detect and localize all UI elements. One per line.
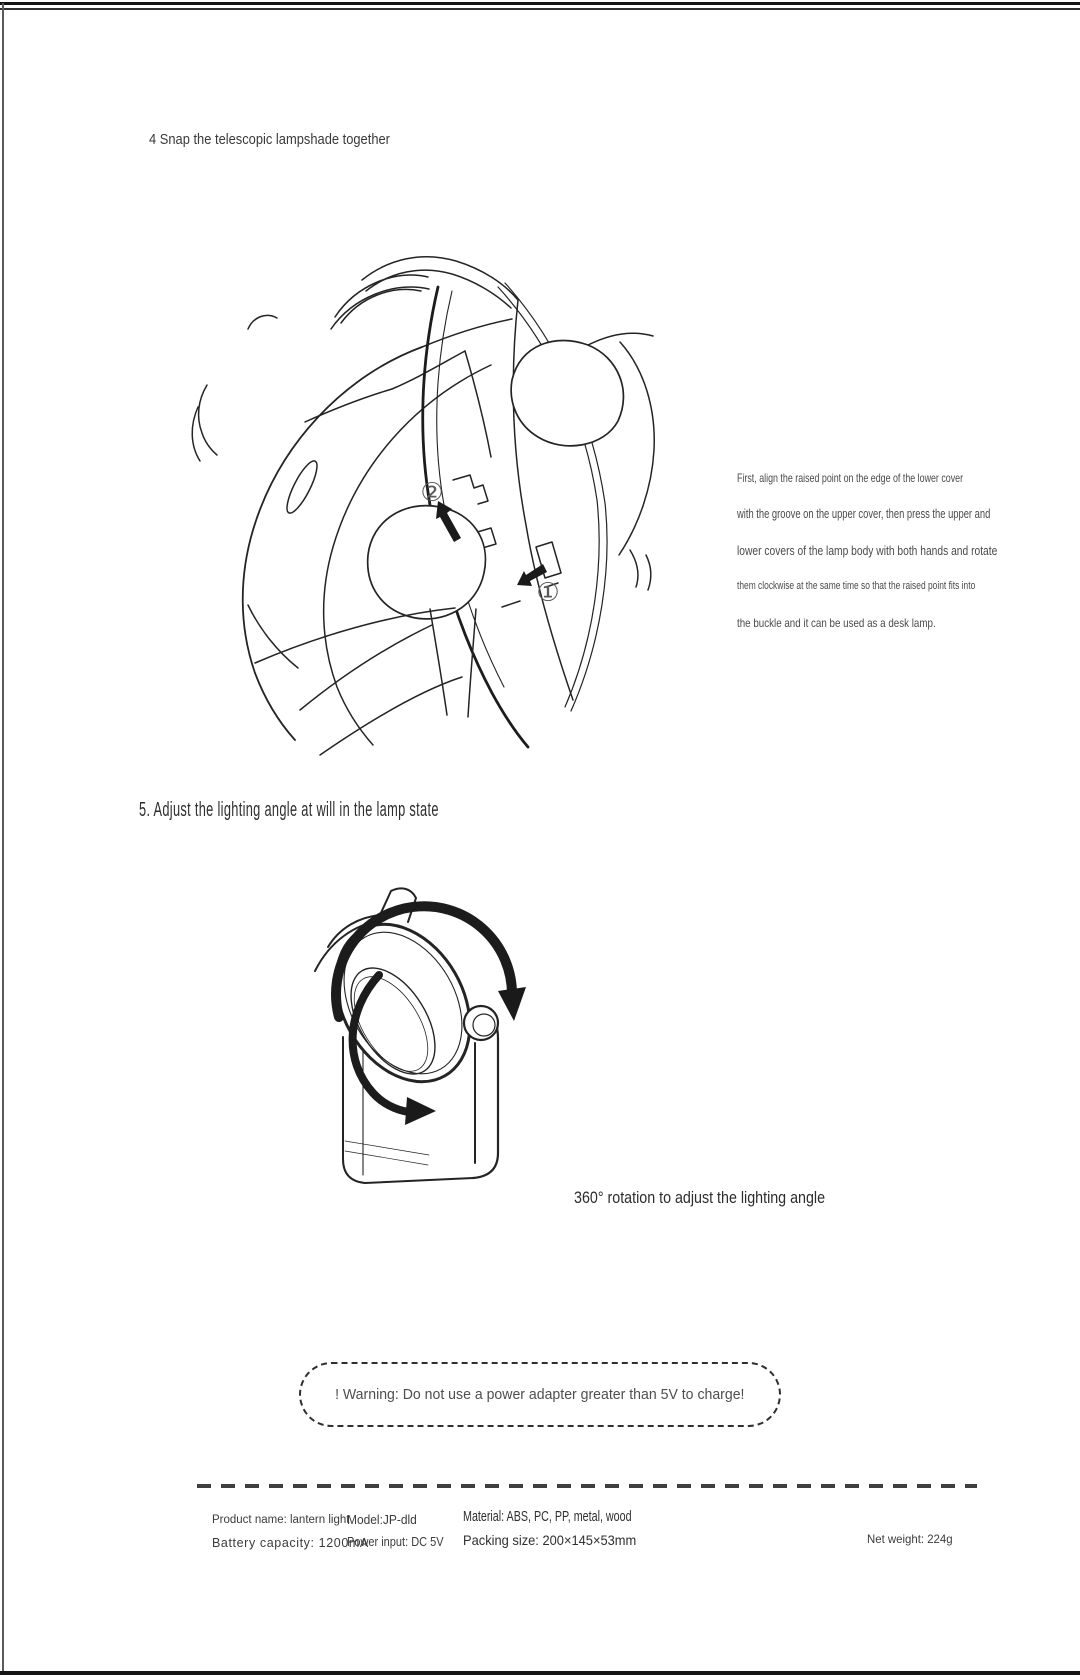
instruction-line: lower covers of the lamp body with both hands and rotate xyxy=(737,543,998,558)
step4-title: 4 Snap the telescopic lampshade together xyxy=(149,131,390,148)
thumb xyxy=(368,506,486,619)
instruction-line: the buckle and it can be used as a desk lamp. xyxy=(737,616,936,630)
assembly-illustration xyxy=(160,195,680,765)
step2-marker: ② xyxy=(420,478,444,508)
warning-text: ! Warning: Do not use a power adapter greater than 5V to charge! xyxy=(335,1386,745,1403)
charging-slot xyxy=(282,458,323,517)
dashed-separator xyxy=(197,1484,977,1488)
spec-material: Material: ABS, PC, PP, metal, wood xyxy=(463,1509,632,1525)
spec-product-name: Product name: lantern light xyxy=(212,1514,350,1526)
rotation-arrow-inner xyxy=(353,975,409,1112)
spec-net-weight: Net weight: 224g xyxy=(867,1532,953,1546)
left-border-line xyxy=(2,3,4,1671)
spec-battery: Battery capacity: 1200mA xyxy=(212,1536,369,1550)
instruction-line: First, align the raised point on the edge of the lower cover xyxy=(737,471,964,485)
spec-model: Model:JP-dld xyxy=(347,1512,417,1527)
rotation-caption: 360° rotation to adjust the lighting angle xyxy=(574,1188,826,1207)
instruction-line: them clockwise at the same time so that the raised point fits into xyxy=(737,580,976,592)
fingertip xyxy=(511,340,623,445)
top-border-line-1 xyxy=(0,2,1080,5)
rotation-illustration xyxy=(285,845,515,1175)
top-border-line-2 xyxy=(0,8,1080,10)
step5-title: 5. Adjust the lighting angle at will in the lamp state xyxy=(139,799,439,821)
step1-marker: ① xyxy=(536,578,560,608)
pivot-knob xyxy=(464,1006,498,1040)
spec-power: Power input: DC 5V xyxy=(347,1535,444,1549)
bottom-border-line xyxy=(0,1671,1080,1675)
spec-packing: Packing size: 200×145×53mm xyxy=(463,1532,637,1548)
warning-box xyxy=(299,1362,781,1427)
instruction-line: with the groove on the upper cover, then press the upper and xyxy=(737,507,991,521)
